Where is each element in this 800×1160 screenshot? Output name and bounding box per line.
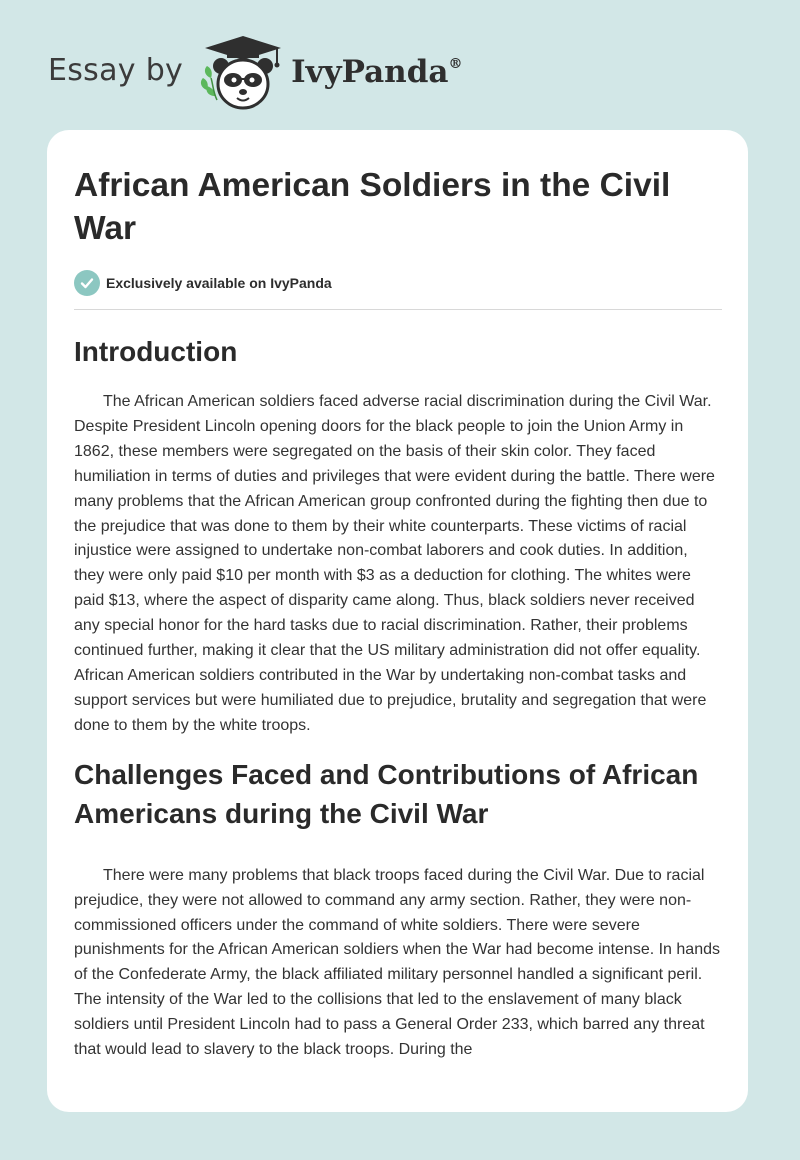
essay-card <box>47 130 748 1112</box>
registered-mark: ® <box>448 56 463 72</box>
check-icon <box>74 270 100 296</box>
section-introduction <box>74 332 721 739</box>
exclusive-label: Exclusively available on IvyPanda <box>106 275 332 291</box>
site-header <box>48 34 463 114</box>
brand-name-text: IvyPanda <box>291 54 449 90</box>
panda-logo-icon[interactable] <box>197 34 289 114</box>
brand-prefix: Essay by <box>48 52 184 88</box>
title-divider <box>74 309 722 310</box>
section-challenges <box>74 755 721 1063</box>
ivy-leaf-icon <box>201 66 217 100</box>
section-heading: Introduction <box>74 336 238 367</box>
section-paragraph: The African American soldiers faced adverse racial discrimination during the Civil War. Despite President Lincoln opening doors for the black people to join the Union Army in 1862, these members were segregated on the basis of their skin color. They faced humiliation in terms of duties and privileges that were evident during the battle. There were many problems that the African American group confronted during the fighting then due to the prejudice that was done to them by their white counterparts. These victims of racial injustice were assigned to undertake non-combat laborers and cook duties. In addition, they were only paid $10 per month with $3 as a deduction for clothing. The whites were paid $13, where the aspect of disparity came along. Thus, black soldiers never received any special honor for the hard tasks due to racial discrimination. Rather, their problems continued further, making it clear that the US military administration did not offer equality. African American soldiers contributed in the War by undertaking non-combat tasks and support services but were humiliated due to prejudice, brutality and segregation that were done to them by the white troops. <box>74 393 715 734</box>
essay-title: African American Soldiers in the Civil War <box>74 167 671 247</box>
section-paragraph: There were many problems that black troops faced during the Civil War. Due to racial prejudice, they were not allowed to command any army section. Rather, they were non-commissioned officers under the command of white soldiers. There were severe punishments for the African American soldiers when the War had become intense. In hands of the Confederate Army, the black affiliated military personnel handled a significant peril. The intensity of the War led to the collisions that led to the enslavement of many black soldiers until President Lincoln had to pass a General Order 233, which barred any threat that would lead to slavery to the black troops. During the <box>74 866 720 1059</box>
exclusive-badge <box>74 270 721 296</box>
section-heading: Challenges Faced and Contributions of African Americans during the Civil War <box>74 758 699 829</box>
brand-name <box>291 54 462 90</box>
